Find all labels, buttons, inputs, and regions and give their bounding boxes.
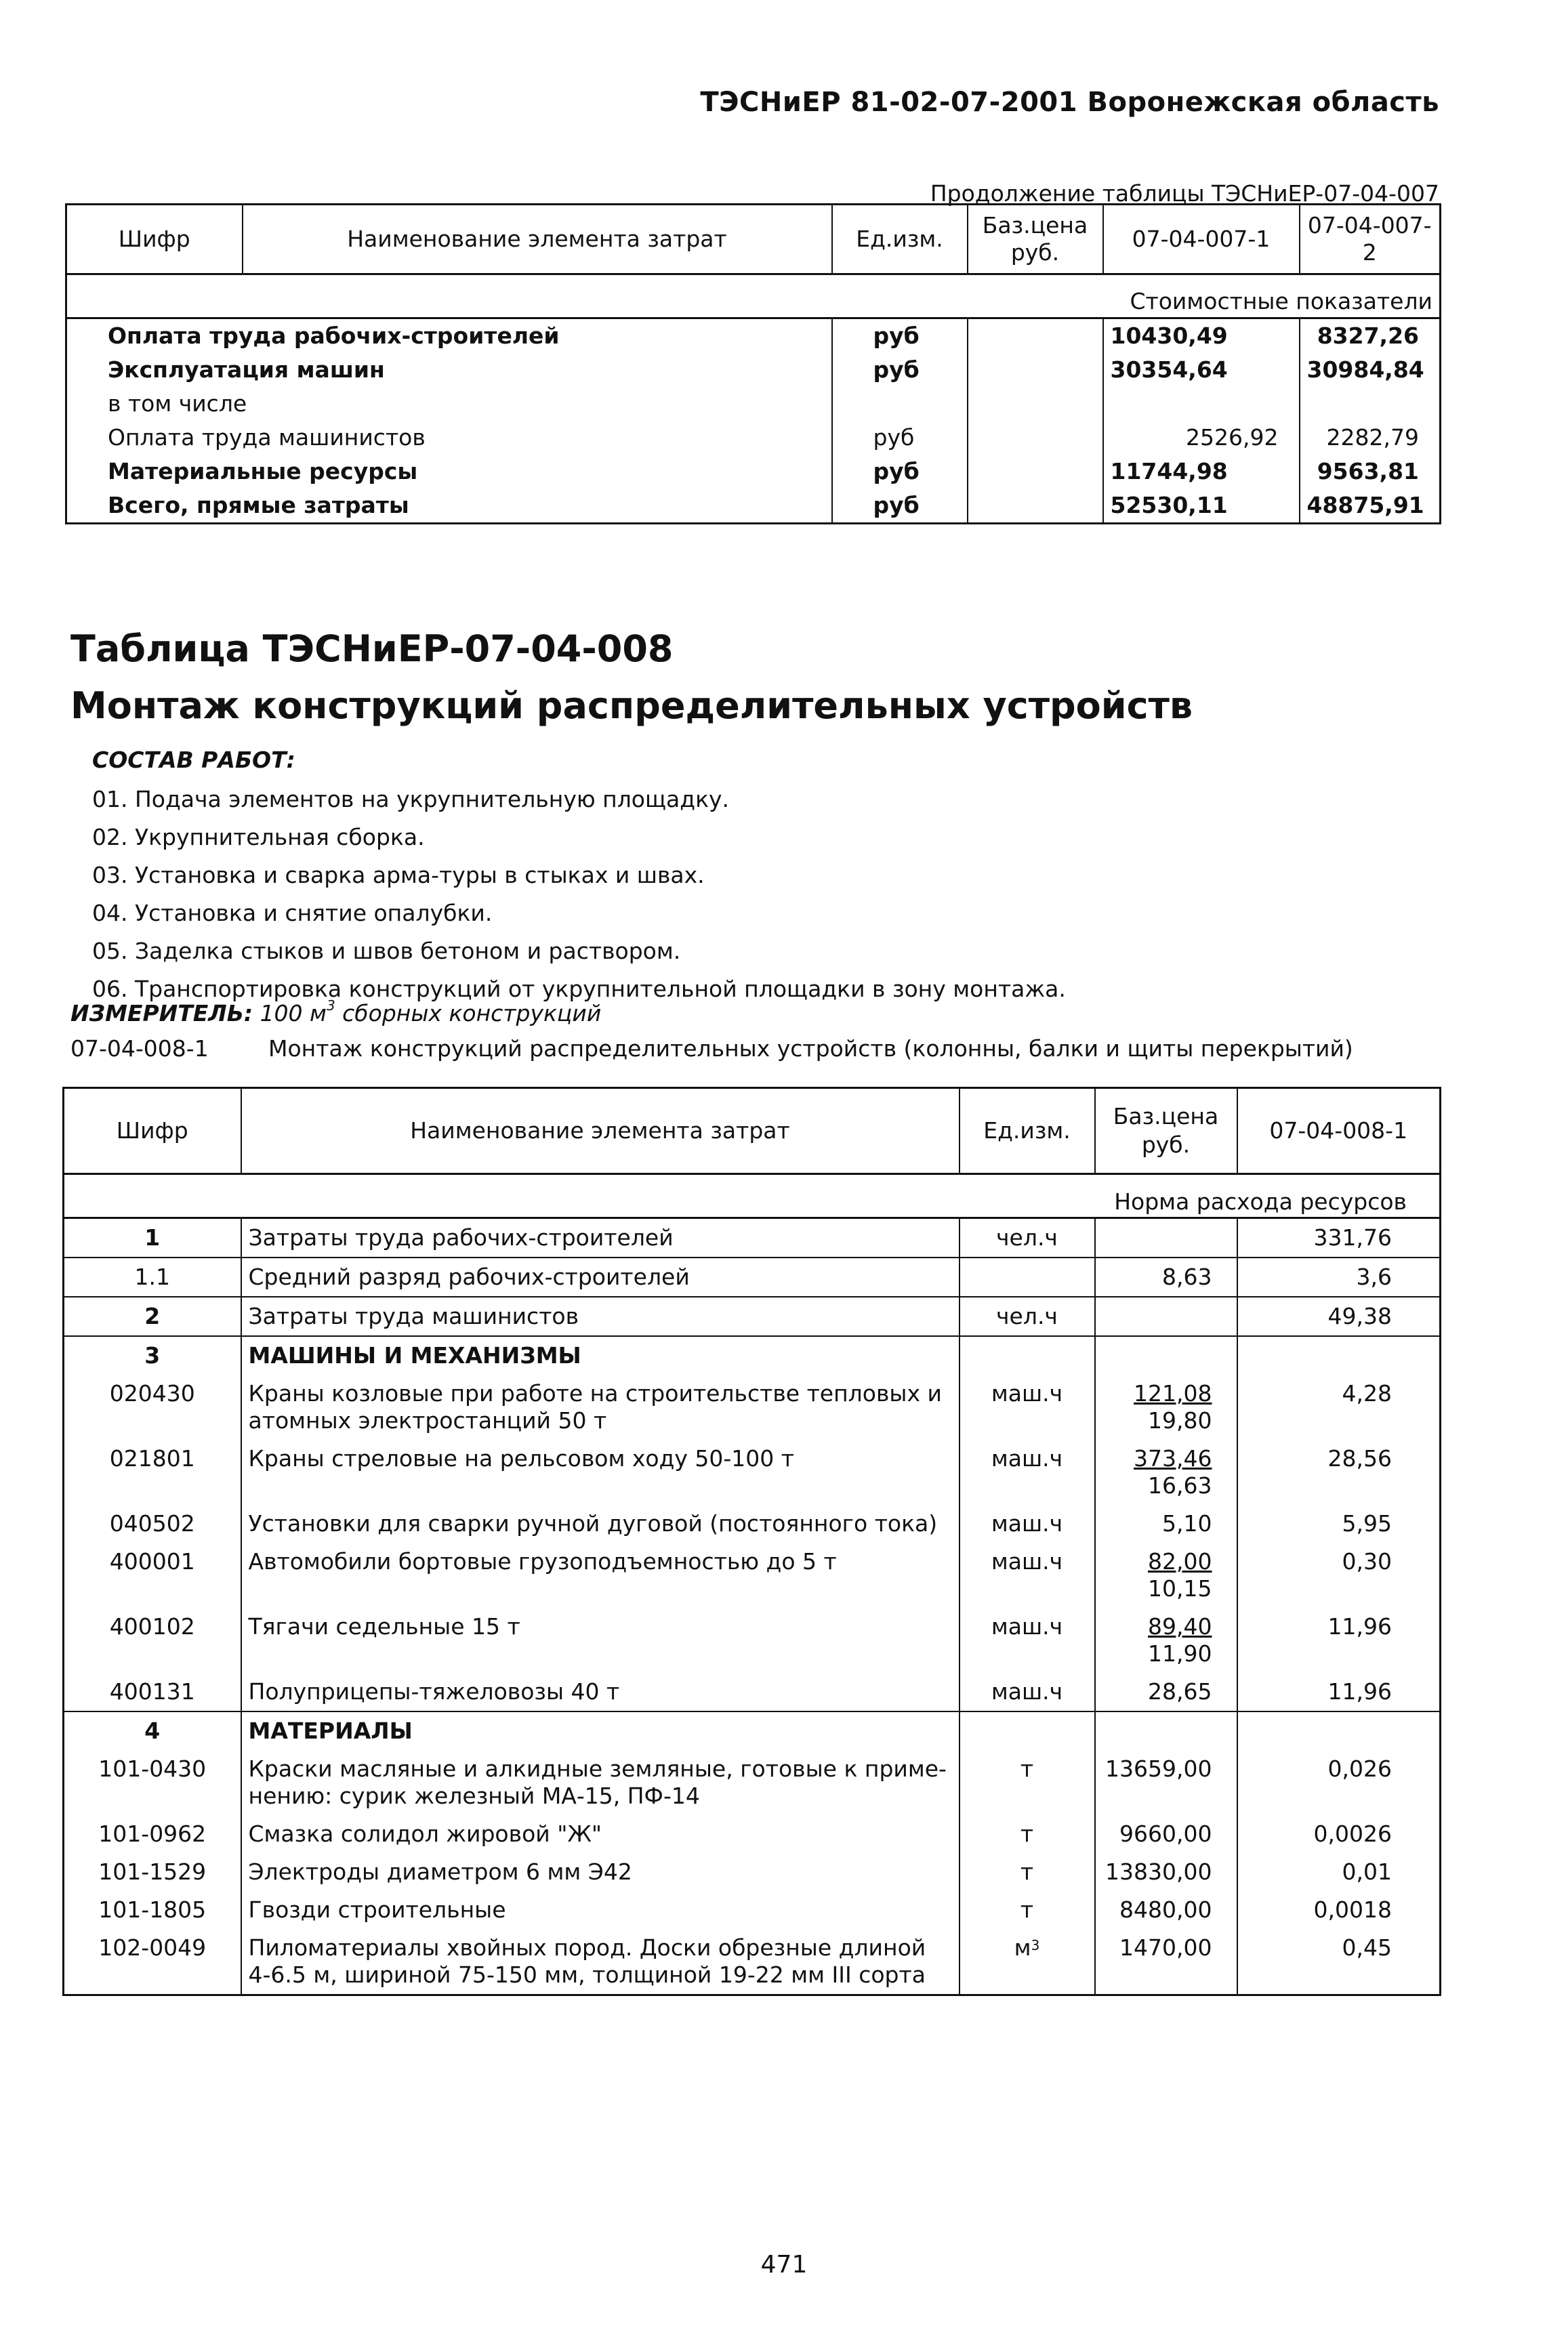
row-unit — [960, 1258, 1095, 1297]
table-row — [64, 1218, 1441, 1258]
row-value-2: 8327,26 — [1300, 318, 1441, 354]
row-unit: маш.ч — [960, 1543, 1095, 1608]
row-unit — [960, 1336, 1095, 1375]
price-rate: 121,08 — [1134, 1380, 1212, 1407]
table2-section-row — [64, 1174, 1441, 1218]
row-value-1 — [1103, 387, 1300, 421]
cost-table — [65, 203, 1441, 524]
row-price — [968, 318, 1103, 354]
table-row — [66, 421, 1441, 455]
price-rate: 89,40 — [1148, 1613, 1212, 1640]
table-title: Таблица ТЭСНиЕР-07-04-008 — [70, 627, 674, 670]
col-header-norm: 07-04-008-1 — [1237, 1088, 1441, 1174]
row-unit — [832, 387, 968, 421]
row-code: 400001 — [109, 1548, 195, 1575]
row-value: 11,96 — [1237, 1608, 1441, 1673]
row-value: 0,30 — [1237, 1543, 1441, 1608]
row-name: Средний разряд рабочих-строителей — [241, 1258, 960, 1297]
table-row — [64, 1853, 1441, 1891]
row-value — [1237, 1336, 1441, 1375]
row-value-2: 9563,81 — [1300, 455, 1441, 489]
table-row — [64, 1929, 1441, 1995]
row-value-1: 2526,92 — [1103, 421, 1300, 455]
row-unit: маш.ч — [960, 1375, 1095, 1440]
row-unit: руб — [832, 421, 968, 455]
row-value: 331,76 — [1237, 1218, 1441, 1258]
row-code: 101-1805 — [98, 1896, 207, 1923]
row-price — [968, 489, 1103, 524]
row-unit: т — [960, 1891, 1095, 1929]
table-row — [64, 1375, 1441, 1440]
row-name: Гвозди строительные — [241, 1891, 960, 1929]
row-value: 4,28 — [1237, 1375, 1441, 1440]
table1-caption: Продолжение таблицы ТЭСНиЕР-07-04-007 — [930, 180, 1439, 207]
works-heading: СОСТАВ РАБОТ: — [92, 747, 295, 773]
row-unit: руб — [832, 353, 968, 387]
section-label: Стоимостные показатели — [66, 274, 1441, 318]
table-row — [64, 1815, 1441, 1853]
table-row — [64, 1543, 1441, 1608]
table-subtitle: Монтаж конструкций распределительных устройств — [70, 684, 1193, 727]
row-value-1: 52530,11 — [1103, 489, 1300, 524]
price-rate: 82,00 — [1148, 1548, 1212, 1575]
row-price — [1095, 1218, 1237, 1258]
list-item: 01. Подача элементов на укрупнительную площадку. — [92, 786, 730, 812]
table-row — [64, 1608, 1441, 1673]
row-name: Краны стреловые на рельсовом ходу 50-100 т — [241, 1440, 960, 1505]
row-value-2: 30984,84 — [1300, 353, 1441, 387]
table2-header-row — [64, 1088, 1441, 1174]
row-name: Автомобили бортовые грузоподъемностью до 5 т — [241, 1543, 960, 1608]
table-row — [66, 489, 1441, 524]
row-name: Установки для сварки ручной дуговой (постоянного тока) — [241, 1505, 960, 1543]
row-unit: маш.ч — [960, 1608, 1095, 1673]
row-price — [968, 455, 1103, 489]
row-name: Пиломатериалы хвойных пород. Доски обрезные длиной 4-6.5 м, шириной 75-150 мм, толщиной 19-22 мм III сорта — [241, 1929, 960, 1995]
meter-value-prefix: 100 м — [260, 1000, 327, 1026]
row-code: 1 — [64, 1218, 241, 1258]
table-row — [64, 1711, 1441, 1750]
resource-norm-table — [62, 1087, 1441, 1996]
unit-base: м — [1014, 1934, 1031, 1961]
row-code: 101-0430 — [98, 1756, 207, 1782]
row-name: Краны козловые при работе на строительстве тепловых и атомных электростанций 50 т — [241, 1375, 960, 1440]
table-row — [64, 1297, 1441, 1336]
norm-code: 07-04-008-1 — [70, 1035, 209, 1062]
table-row — [64, 1750, 1441, 1815]
price-wage: 11,90 — [1148, 1640, 1212, 1667]
row-value: 49,38 — [1237, 1297, 1441, 1336]
price-rate: 373,46 — [1134, 1445, 1212, 1472]
table-row — [64, 1505, 1441, 1543]
meter-line — [70, 997, 602, 1026]
row-price — [1095, 1543, 1237, 1608]
table-row — [66, 353, 1441, 387]
row-unit: т — [960, 1853, 1095, 1891]
row-code: 400131 — [64, 1673, 241, 1711]
row-name: Материальные ресурсы — [108, 458, 418, 484]
price-wage: 19,80 — [1148, 1407, 1212, 1434]
row-price — [968, 353, 1103, 387]
row-value: 0,01 — [1237, 1853, 1441, 1891]
row-code: 040502 — [109, 1510, 195, 1537]
row-price: 13659,00 — [1095, 1750, 1237, 1815]
col-header-unit: Ед.изм. — [832, 205, 968, 274]
table-row — [66, 455, 1441, 489]
row-code: 3 — [144, 1342, 161, 1369]
row-value-1: 11744,98 — [1103, 455, 1300, 489]
table1-section-row — [66, 274, 1441, 318]
row-name: Всего, прямые затраты — [108, 492, 409, 518]
row-unit: чел.ч — [960, 1297, 1095, 1336]
row-name: Полуприцепы-тяжеловозы 40 т — [241, 1673, 960, 1711]
col-header-price: Баз.цена руб. — [968, 205, 1103, 274]
row-price — [1095, 1336, 1237, 1375]
row-value — [1237, 1711, 1441, 1750]
meter-value-sup: 3 — [326, 997, 335, 1014]
row-unit: т — [960, 1815, 1095, 1853]
row-price — [1095, 1297, 1237, 1336]
row-unit: руб — [832, 455, 968, 489]
col-header-norm-1: 07-04-007-1 — [1103, 205, 1300, 274]
row-value-1: 10430,49 — [1103, 318, 1300, 354]
table-row — [64, 1336, 1441, 1375]
running-header: ТЭСНиЕР 81-02-07-2001 Воронежская область — [700, 87, 1439, 118]
row-value: 11,96 — [1237, 1673, 1441, 1711]
row-value: 28,56 — [1237, 1440, 1441, 1505]
row-value-2 — [1300, 387, 1441, 421]
row-name: Электроды диаметром 6 мм Э42 — [241, 1853, 960, 1891]
row-price: 13830,00 — [1095, 1853, 1237, 1891]
row-price — [1095, 1375, 1237, 1440]
table-row — [66, 387, 1441, 421]
row-unit: т — [960, 1750, 1095, 1815]
row-code: 400102 — [109, 1613, 195, 1640]
row-name: Затраты труда рабочих-строителей — [241, 1218, 960, 1258]
table-row — [64, 1891, 1441, 1929]
col-header-code: Шифр — [64, 1088, 241, 1174]
col-header-norm-2: 07-04-007-2 — [1300, 205, 1441, 274]
row-value: 3,6 — [1237, 1258, 1441, 1297]
row-price — [968, 421, 1103, 455]
row-code: 101-0962 — [98, 1821, 207, 1847]
row-value-2: 2282,79 — [1300, 421, 1441, 455]
row-name: Тягачи седельные 15 т — [241, 1608, 960, 1673]
row-name: Эксплуатация машин — [108, 356, 385, 383]
row-unit: руб — [832, 489, 968, 524]
works-list — [92, 781, 1066, 1008]
row-code: 1.1 — [64, 1258, 241, 1297]
row-code: 021801 — [109, 1445, 195, 1472]
row-value: 0,026 — [1237, 1750, 1441, 1815]
row-code: 020430 — [109, 1380, 195, 1407]
row-name: Затраты труда машинистов — [241, 1297, 960, 1336]
row-name: в том числе — [108, 390, 247, 417]
row-unit: маш.ч — [960, 1440, 1095, 1505]
row-name: МАШИНЫ И МЕХАНИЗМЫ — [241, 1336, 960, 1375]
row-price: 8480,00 — [1095, 1891, 1237, 1929]
row-name: Оплата труда рабочих-строителей — [108, 323, 560, 349]
row-price — [968, 387, 1103, 421]
row-unit: руб — [832, 318, 968, 354]
row-price — [1095, 1711, 1237, 1750]
unit-sup: 3 — [1031, 1937, 1040, 1953]
row-code: 101-1529 — [98, 1858, 207, 1885]
row-price — [1095, 1608, 1237, 1673]
list-item: 05. Заделка стыков и швов бетоном и раствором. — [92, 938, 681, 964]
row-name: Краски масляные и алкидные земляные, готовые к приме-нению: сурик железный МА-15, ПФ-14 — [241, 1750, 960, 1815]
row-name: Оплата труда машинистов — [108, 424, 426, 451]
meter-value-suffix: сборных конструкций — [335, 1000, 602, 1026]
row-price: 9660,00 — [1095, 1815, 1237, 1853]
table-row — [64, 1673, 1441, 1711]
col-header-name: Наименование элемента затрат — [243, 205, 832, 274]
row-price: 8,63 — [1095, 1258, 1237, 1297]
row-code: 4 — [144, 1718, 161, 1744]
table-row — [64, 1440, 1441, 1505]
row-value-1: 30354,64 — [1103, 353, 1300, 387]
row-code: 2 — [64, 1297, 241, 1336]
row-value: 0,45 — [1237, 1929, 1441, 1995]
row-unit: чел.ч — [960, 1218, 1095, 1258]
row-price — [1095, 1440, 1237, 1505]
row-price: 5,10 — [1095, 1505, 1237, 1543]
row-unit — [960, 1929, 1095, 1995]
list-item: 03. Установка и сварка арма-туры в стыках и швах. — [92, 862, 705, 888]
price-wage: 16,63 — [1148, 1472, 1212, 1499]
row-unit: маш.ч — [960, 1505, 1095, 1543]
row-value: 0,0018 — [1237, 1891, 1441, 1929]
row-value: 0,0026 — [1237, 1815, 1441, 1853]
table1-header-row — [66, 205, 1441, 274]
col-header-code: Шифр — [66, 205, 243, 274]
col-header-unit: Ед.изм. — [960, 1088, 1095, 1174]
row-name: МАТЕРИАЛЫ — [241, 1711, 960, 1750]
table-row — [66, 318, 1441, 354]
row-value: 5,95 — [1237, 1505, 1441, 1543]
section-label: Норма расхода ресурсов — [64, 1174, 1441, 1218]
col-header-price: Баз.цена руб. — [1095, 1088, 1237, 1174]
row-value-2: 48875,91 — [1300, 489, 1441, 524]
row-price: 28,65 — [1095, 1673, 1237, 1711]
row-price: 1470,00 — [1095, 1929, 1237, 1995]
page-number: 471 — [760, 2251, 808, 2279]
price-wage: 10,15 — [1148, 1575, 1212, 1602]
meter-label: ИЗМЕРИТЕЛЬ: — [70, 1000, 253, 1026]
row-unit: маш.ч — [960, 1673, 1095, 1711]
row-name: Смазка солидол жировой "Ж" — [241, 1815, 960, 1853]
list-item: 02. Укрупнительная сборка. — [92, 824, 425, 850]
list-item: 04. Установка и снятие опалубки. — [92, 900, 493, 926]
list-item: 06. Транспортировка конструкций от укрупнительной площадки в зону монтажа. — [92, 976, 1066, 1002]
row-code: 102-0049 — [98, 1934, 207, 1961]
table-row — [64, 1258, 1441, 1297]
col-header-name: Наименование элемента затрат — [241, 1088, 960, 1174]
row-unit — [960, 1711, 1095, 1750]
norm-description: Монтаж конструкций распределительных устройств (колонны, балки и щиты перекрытий) — [268, 1035, 1353, 1062]
